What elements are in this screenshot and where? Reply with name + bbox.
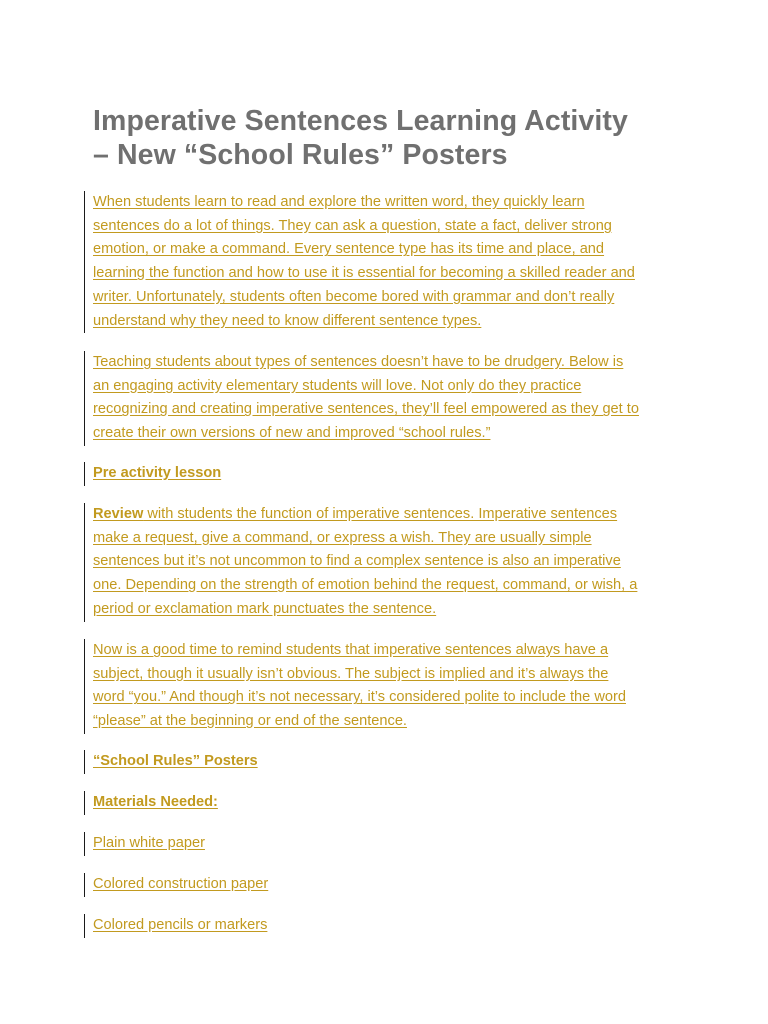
heading-pre-activity-text[interactable] (93, 462, 684, 486)
material-item-text[interactable] (93, 873, 684, 897)
paragraph-teaching-text[interactable] (93, 351, 684, 446)
heading-school-rules-text[interactable] (93, 750, 684, 774)
section-heading: “School Rules” Posters (93, 753, 258, 769)
text-line: period or exclamation mark punctuates the sentence. (93, 600, 437, 617)
paragraph-teaching (84, 351, 684, 446)
section-heading: Materials Needed: (93, 794, 218, 810)
section-heading: Pre activity lesson (93, 465, 222, 481)
text-line: learning the function and how to use it is essential for becoming a skilled reader and (93, 265, 635, 282)
text-line: create their own versions of new and improved “school rules.” (93, 425, 491, 442)
text-line: make a request, give a command, or express a wish. They are usually simple (93, 529, 592, 546)
paragraph-intro (84, 191, 684, 333)
text-line: sentences but it’s not uncommon to find a complex sentence is also an imperative (93, 553, 621, 570)
text-line: Colored pencils or markers (93, 917, 268, 933)
first-line-rest: with students the function of imperative sentences. Imperative sentences (143, 506, 618, 522)
material-item-white-paper (84, 832, 684, 856)
heading-pre-activity (84, 462, 684, 486)
document-title (93, 104, 693, 172)
text-line: recognizing and creating imperative sentences, they’ll feel empowered as they get to (93, 401, 639, 418)
text-line: Now is a good time to remind students that imperative sentences always have a (93, 642, 609, 658)
lead-bold-word: Review (93, 506, 144, 522)
text-line: word “you.” And though it’s not necessary, it’s considered polite to include the word (93, 689, 626, 706)
material-item-text[interactable] (93, 914, 684, 938)
text-line: “please” at the beginning or end of the sentence. (93, 713, 407, 730)
text-line: sentences do a lot of things. They can ask a question, state a fact, deliver strong (93, 217, 612, 234)
heading-materials-text[interactable] (93, 791, 684, 815)
material-item-text[interactable] (93, 832, 684, 856)
material-item-construction-paper (84, 873, 684, 897)
paragraph-intro-text[interactable] (93, 191, 684, 333)
text-line: subject, though it usually isn’t obvious. The subject is implied and it’s always the (93, 665, 609, 682)
text-line: one. Depending on the strength of emotion behind the request, command, or wish, a (93, 577, 638, 594)
text-line (93, 503, 684, 527)
text-line: Colored construction paper (93, 876, 269, 892)
paragraph-review-text[interactable] (93, 503, 684, 622)
text-line: emotion, or make a command. Every sentence type has its time and place, and (93, 241, 605, 258)
material-item-pencils-markers (84, 914, 684, 938)
paragraph-review (84, 503, 684, 622)
text-line: an engaging activity elementary students will love. Not only do they practice (93, 377, 582, 394)
title-line-2: – New “School Rules” Posters (93, 139, 508, 171)
paragraph-subject (84, 639, 684, 734)
heading-school-rules (84, 750, 684, 774)
heading-materials (84, 791, 684, 815)
text-line: When students learn to read and explore the written word, they quickly learn (93, 194, 585, 210)
title-line-1: Imperative Sentences Learning Activity (93, 105, 628, 137)
text-line: Teaching students about types of sentences doesn’t have to be drudgery. Below is (93, 354, 624, 370)
paragraph-subject-text[interactable] (93, 639, 684, 734)
text-line: understand why they need to know different sentence types. (93, 312, 482, 329)
text-line: Plain white paper (93, 835, 205, 851)
text-line: writer. Unfortunately, students often become bored with grammar and don’t really (93, 288, 615, 305)
